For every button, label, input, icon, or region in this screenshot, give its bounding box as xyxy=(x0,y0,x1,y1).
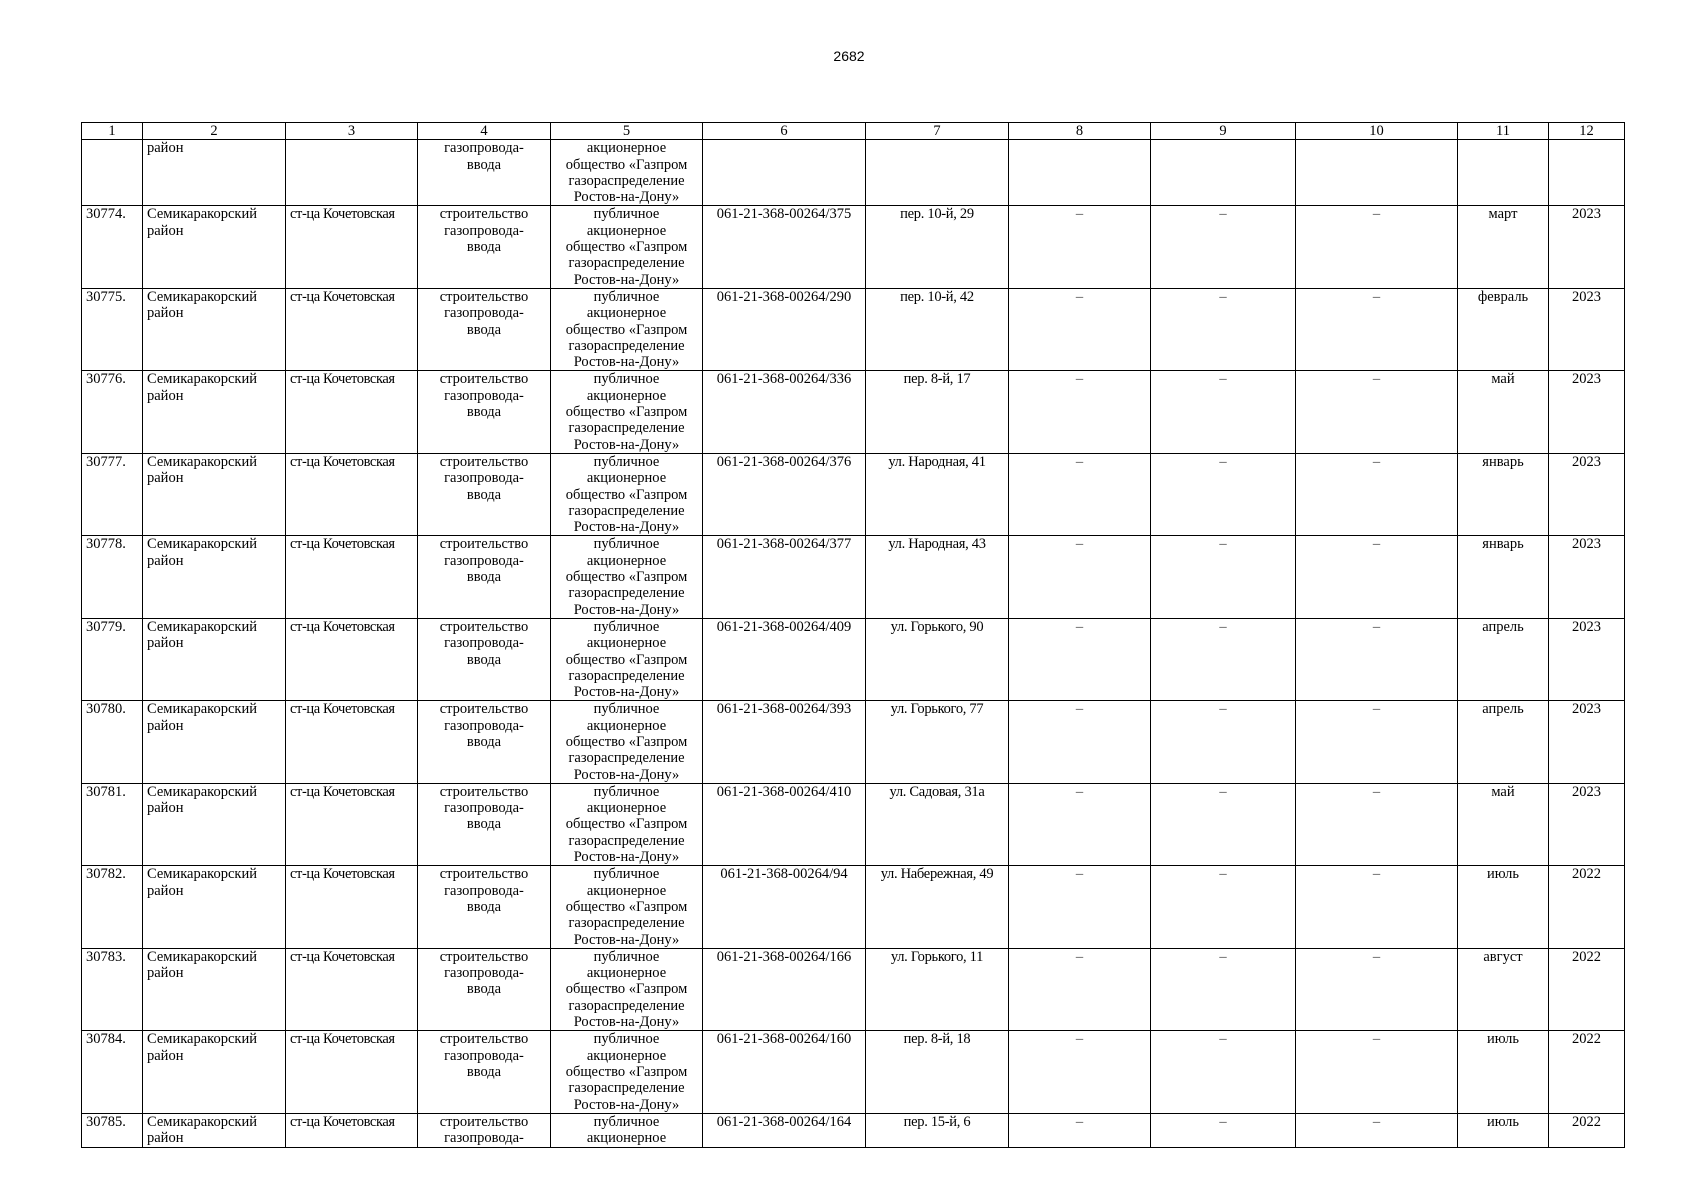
cell-col10: – xyxy=(1296,1113,1458,1147)
cell-month: июль xyxy=(1458,1031,1549,1113)
cell-year: 2023 xyxy=(1549,371,1625,453)
cell-settlement: ст-ца Кочетовская xyxy=(286,206,418,288)
cell-col8: – xyxy=(1009,783,1151,865)
cell-month: январь xyxy=(1458,536,1549,618)
cell-col8: – xyxy=(1009,701,1151,783)
cell-year: 2023 xyxy=(1549,783,1625,865)
cell-work: строительство газопровода- ввода xyxy=(418,783,551,865)
cell-col10: – xyxy=(1296,618,1458,700)
cell-address xyxy=(866,140,1009,206)
cell-code: 061-21-368-00264/166 xyxy=(703,948,866,1030)
cell-col8: – xyxy=(1009,536,1151,618)
cell-year: 2022 xyxy=(1549,866,1625,948)
cell-col9: – xyxy=(1151,866,1296,948)
cell-district: Семикаракорский район xyxy=(143,371,286,453)
cell-address: ул. Садовая, 31а xyxy=(866,783,1009,865)
cell-year: 2023 xyxy=(1549,701,1625,783)
cell-col10: – xyxy=(1296,206,1458,288)
cell-settlement: ст-ца Кочетовская xyxy=(286,371,418,453)
cell-year: 2023 xyxy=(1549,453,1625,535)
cell-district: Семикаракорский район xyxy=(143,948,286,1030)
cell-number: 30778. xyxy=(82,536,143,618)
cell-settlement: ст-ца Кочетовская xyxy=(286,783,418,865)
cell-col9: – xyxy=(1151,1113,1296,1147)
cell-number: 30776. xyxy=(82,371,143,453)
cell-year: 2023 xyxy=(1549,206,1625,288)
cell-district: Семикаракорский район xyxy=(143,866,286,948)
cell-work: строительство газопровода- ввода xyxy=(418,1031,551,1113)
cell-organization: публичное акционерное общество «Газпром газораспределение Ростов-на-Дону» xyxy=(551,288,703,370)
cell-organization: публичное акционерное общество «Газпром газораспределение Ростов-на-Дону» xyxy=(551,1031,703,1113)
registry-table xyxy=(81,122,1625,1148)
cell-col9: – xyxy=(1151,371,1296,453)
cell-col9: – xyxy=(1151,618,1296,700)
table-row-continuation xyxy=(82,140,1625,206)
column-header: 6 xyxy=(703,123,866,140)
cell-address: ул. Народная, 43 xyxy=(866,536,1009,618)
column-header: 1 xyxy=(82,123,143,140)
cell-work: строительство газопровода- ввода xyxy=(418,453,551,535)
cell-col10: – xyxy=(1296,288,1458,370)
cell-month: май xyxy=(1458,783,1549,865)
cell-year xyxy=(1549,140,1625,206)
cell-work: строительство газопровода- ввода xyxy=(418,206,551,288)
cell-settlement: ст-ца Кочетовская xyxy=(286,453,418,535)
table-row xyxy=(82,206,1625,288)
cell-district: Семикаракорский район xyxy=(143,1113,286,1147)
cell-number: 30777. xyxy=(82,453,143,535)
cell-code: 061-21-368-00264/393 xyxy=(703,701,866,783)
header-row xyxy=(82,123,1625,140)
cell-year: 2023 xyxy=(1549,618,1625,700)
table-row xyxy=(82,701,1625,783)
cell-col9: – xyxy=(1151,783,1296,865)
cell-address: ул. Набережная, 49 xyxy=(866,866,1009,948)
cell-number: 30774. xyxy=(82,206,143,288)
cell-number: 30785. xyxy=(82,1113,143,1147)
cell-month: июль xyxy=(1458,866,1549,948)
table-row xyxy=(82,783,1625,865)
cell-col10: – xyxy=(1296,948,1458,1030)
cell-organization: публичное акционерное xyxy=(551,1113,703,1147)
cell-year: 2023 xyxy=(1549,536,1625,618)
cell-col8: – xyxy=(1009,1031,1151,1113)
cell-month xyxy=(1458,140,1549,206)
cell-organization: публичное акционерное общество «Газпром газораспределение Ростов-на-Дону» xyxy=(551,866,703,948)
cell-district: Семикаракорский район xyxy=(143,288,286,370)
cell-year: 2022 xyxy=(1549,1031,1625,1113)
cell-number: 30784. xyxy=(82,1031,143,1113)
cell-settlement: ст-ца Кочетовская xyxy=(286,948,418,1030)
cell-work: строительство газопровода- xyxy=(418,1113,551,1147)
cell-work: газопровода- ввода xyxy=(418,140,551,206)
cell-month: апрель xyxy=(1458,701,1549,783)
table-row xyxy=(82,1113,1625,1147)
cell-month: февраль xyxy=(1458,288,1549,370)
cell-work: строительство газопровода- ввода xyxy=(418,618,551,700)
cell-address: ул. Горького, 77 xyxy=(866,701,1009,783)
cell-organization: публичное акционерное общество «Газпром газораспределение Ростов-на-Дону» xyxy=(551,783,703,865)
cell-col10: – xyxy=(1296,783,1458,865)
cell-code: 061-21-368-00264/336 xyxy=(703,371,866,453)
cell-month: апрель xyxy=(1458,618,1549,700)
cell-col8: – xyxy=(1009,948,1151,1030)
cell-settlement: ст-ца Кочетовская xyxy=(286,701,418,783)
cell-col8: – xyxy=(1009,1113,1151,1147)
cell-col9: – xyxy=(1151,536,1296,618)
cell-work: строительство газопровода- ввода xyxy=(418,866,551,948)
cell-col8: – xyxy=(1009,288,1151,370)
table-row xyxy=(82,288,1625,370)
column-header: 10 xyxy=(1296,123,1458,140)
cell-code: 061-21-368-00264/409 xyxy=(703,618,866,700)
cell-code: 061-21-368-00264/375 xyxy=(703,206,866,288)
cell-address: пер. 10-й, 42 xyxy=(866,288,1009,370)
cell-col9: – xyxy=(1151,948,1296,1030)
cell-month: январь xyxy=(1458,453,1549,535)
cell-col10 xyxy=(1296,140,1458,206)
cell-address: ул. Горького, 90 xyxy=(866,618,1009,700)
cell-code: 061-21-368-00264/290 xyxy=(703,288,866,370)
cell-col10: – xyxy=(1296,536,1458,618)
cell-code: 061-21-368-00264/160 xyxy=(703,1031,866,1113)
cell-col8: – xyxy=(1009,453,1151,535)
column-header: 7 xyxy=(866,123,1009,140)
table-row xyxy=(82,371,1625,453)
cell-district: Семикаракорский район xyxy=(143,618,286,700)
cell-work: строительство газопровода- ввода xyxy=(418,536,551,618)
cell-number: 30782. xyxy=(82,866,143,948)
cell-col8: – xyxy=(1009,371,1151,453)
cell-col10: – xyxy=(1296,866,1458,948)
cell-settlement: ст-ца Кочетовская xyxy=(286,618,418,700)
cell-col10: – xyxy=(1296,371,1458,453)
cell-col8: – xyxy=(1009,866,1151,948)
column-header: 3 xyxy=(286,123,418,140)
cell-address: пер. 8-й, 18 xyxy=(866,1031,1009,1113)
cell-address: пер. 10-й, 29 xyxy=(866,206,1009,288)
cell-work: строительство газопровода- ввода xyxy=(418,371,551,453)
cell-address: ул. Народная, 41 xyxy=(866,453,1009,535)
cell-number: 30783. xyxy=(82,948,143,1030)
cell-work: строительство газопровода- ввода xyxy=(418,948,551,1030)
cell-number: 30780. xyxy=(82,701,143,783)
cell-code: 061-21-368-00264/376 xyxy=(703,453,866,535)
cell-code: 061-21-368-00264/410 xyxy=(703,783,866,865)
table-row xyxy=(82,948,1625,1030)
table-row xyxy=(82,1031,1625,1113)
cell-settlement xyxy=(286,140,418,206)
column-header: 5 xyxy=(551,123,703,140)
cell-work: строительство газопровода- ввода xyxy=(418,701,551,783)
cell-address: ул. Горького, 11 xyxy=(866,948,1009,1030)
cell-district: Семикаракорский район xyxy=(143,1031,286,1113)
cell-organization: публичное акционерное общество «Газпром газораспределение Ростов-на-Дону» xyxy=(551,948,703,1030)
cell-month: август xyxy=(1458,948,1549,1030)
cell-settlement: ст-ца Кочетовская xyxy=(286,866,418,948)
cell-settlement: ст-ца Кочетовская xyxy=(286,288,418,370)
cell-col8 xyxy=(1009,140,1151,206)
cell-number xyxy=(82,140,143,206)
column-header: 12 xyxy=(1549,123,1625,140)
cell-address: пер. 15-й, 6 xyxy=(866,1113,1009,1147)
cell-organization: публичное акционерное общество «Газпром газораспределение Ростов-на-Дону» xyxy=(551,536,703,618)
cell-number: 30779. xyxy=(82,618,143,700)
cell-settlement: ст-ца Кочетовская xyxy=(286,536,418,618)
cell-col9 xyxy=(1151,140,1296,206)
cell-organization: публичное акционерное общество «Газпром газораспределение Ростов-на-Дону» xyxy=(551,618,703,700)
cell-district: Семикаракорский район xyxy=(143,206,286,288)
column-header: 8 xyxy=(1009,123,1151,140)
cell-organization: акционерное общество «Газпром газораспределение Ростов-на-Дону» xyxy=(551,140,703,206)
page-number: 2682 xyxy=(833,48,865,64)
column-header: 11 xyxy=(1458,123,1549,140)
cell-district: Семикаракорский район xyxy=(143,453,286,535)
cell-col9: – xyxy=(1151,1031,1296,1113)
cell-year: 2022 xyxy=(1549,948,1625,1030)
cell-number: 30775. xyxy=(82,288,143,370)
table-row xyxy=(82,866,1625,948)
cell-col9: – xyxy=(1151,453,1296,535)
table-row xyxy=(82,536,1625,618)
cell-work: строительство газопровода- ввода xyxy=(418,288,551,370)
table-row xyxy=(82,618,1625,700)
column-header: 9 xyxy=(1151,123,1296,140)
cell-code: 061-21-368-00264/164 xyxy=(703,1113,866,1147)
cell-col10: – xyxy=(1296,1031,1458,1113)
cell-organization: публичное акционерное общество «Газпром газораспределение Ростов-на-Дону» xyxy=(551,371,703,453)
cell-organization: публичное акционерное общество «Газпром газораспределение Ростов-на-Дону» xyxy=(551,701,703,783)
cell-organization: публичное акционерное общество «Газпром газораспределение Ростов-на-Дону» xyxy=(551,453,703,535)
cell-col9: – xyxy=(1151,288,1296,370)
cell-district: Семикаракорский район xyxy=(143,783,286,865)
cell-organization: публичное акционерное общество «Газпром газораспределение Ростов-на-Дону» xyxy=(551,206,703,288)
cell-col10: – xyxy=(1296,701,1458,783)
table-row xyxy=(82,453,1625,535)
cell-month: июль xyxy=(1458,1113,1549,1147)
cell-col9: – xyxy=(1151,701,1296,783)
column-header: 2 xyxy=(143,123,286,140)
cell-month: март xyxy=(1458,206,1549,288)
cell-code xyxy=(703,140,866,206)
cell-number: 30781. xyxy=(82,783,143,865)
cell-month: май xyxy=(1458,371,1549,453)
cell-year: 2023 xyxy=(1549,288,1625,370)
cell-address: пер. 8-й, 17 xyxy=(866,371,1009,453)
column-header: 4 xyxy=(418,123,551,140)
cell-district: Семикаракорский район xyxy=(143,701,286,783)
cell-col8: – xyxy=(1009,618,1151,700)
cell-settlement: ст-ца Кочетовская xyxy=(286,1113,418,1147)
cell-code: 061-21-368-00264/94 xyxy=(703,866,866,948)
cell-col9: – xyxy=(1151,206,1296,288)
cell-year: 2022 xyxy=(1549,1113,1625,1147)
cell-col10: – xyxy=(1296,453,1458,535)
cell-district: район xyxy=(143,140,286,206)
cell-code: 061-21-368-00264/377 xyxy=(703,536,866,618)
cell-settlement: ст-ца Кочетовская xyxy=(286,1031,418,1113)
cell-col8: – xyxy=(1009,206,1151,288)
cell-district: Семикаракорский район xyxy=(143,536,286,618)
